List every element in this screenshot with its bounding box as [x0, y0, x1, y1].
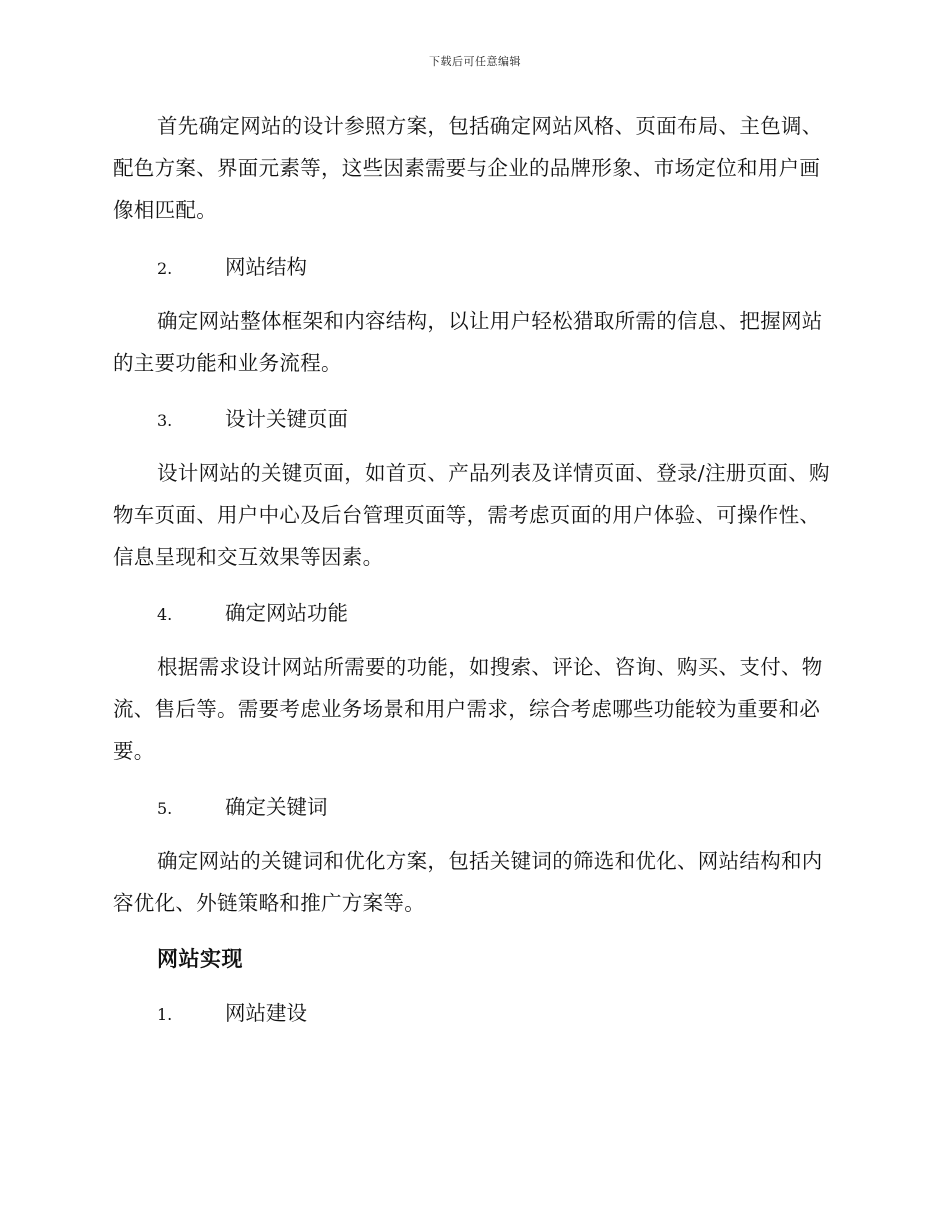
list-item-number: 3.	[157, 411, 173, 430]
section-heading: 网站实现	[157, 947, 243, 971]
list-item-number: 4.	[157, 605, 173, 624]
list-item-number: 2.	[157, 259, 173, 278]
list-item-number: 1.	[157, 1005, 173, 1024]
list-item-title: 确定网站功能	[225, 601, 348, 625]
list-item-title: 设计关键页面	[225, 407, 348, 431]
intro-paragraph: 首先确定网站的设计参照方案，包括确定网站风格、页面布局、主色调、配色方案、界面元素等，这些因素需要与企业的品牌形象、市场定位和用户画像相匹配。	[113, 114, 823, 222]
list-item-title: 网站结构	[225, 255, 307, 279]
list-item-body: 设计网站的关键页面，如首页、产品列表及详情页面、登录/注册页面、购物车页面、用户中心及后台管理页面等，需考虑页面的用户体验、可操作性、信息呈现和交互效果等因素。	[113, 461, 830, 569]
header-note: 下载后可任意编辑	[429, 55, 521, 68]
list-item-heading	[157, 999, 307, 1029]
list-item-body: 根据需求设计网站所需要的功能，如搜索、评论、咨询、购买、支付、物流、售后等。需要考虑业务场景和用户需求，综合考虑哪些功能较为重要和必要。	[113, 655, 823, 763]
list-item-heading	[157, 253, 307, 283]
list-item-body: 确定网站的关键词和优化方案，包括关键词的筛选和优化、网站结构和内容优化、外链策略和推广方案等。	[113, 849, 823, 915]
list-item-heading	[157, 599, 348, 629]
list-item-body: 确定网站整体框架和内容结构，以让用户轻松猎取所需的信息、把握网站的主要功能和业务流程。	[113, 309, 823, 375]
list-item-title: 确定关键词	[225, 795, 328, 819]
list-item-number: 5.	[157, 799, 173, 818]
list-item-heading	[157, 405, 348, 435]
list-item-title: 网站建设	[225, 1001, 307, 1025]
list-item-heading	[157, 793, 328, 823]
